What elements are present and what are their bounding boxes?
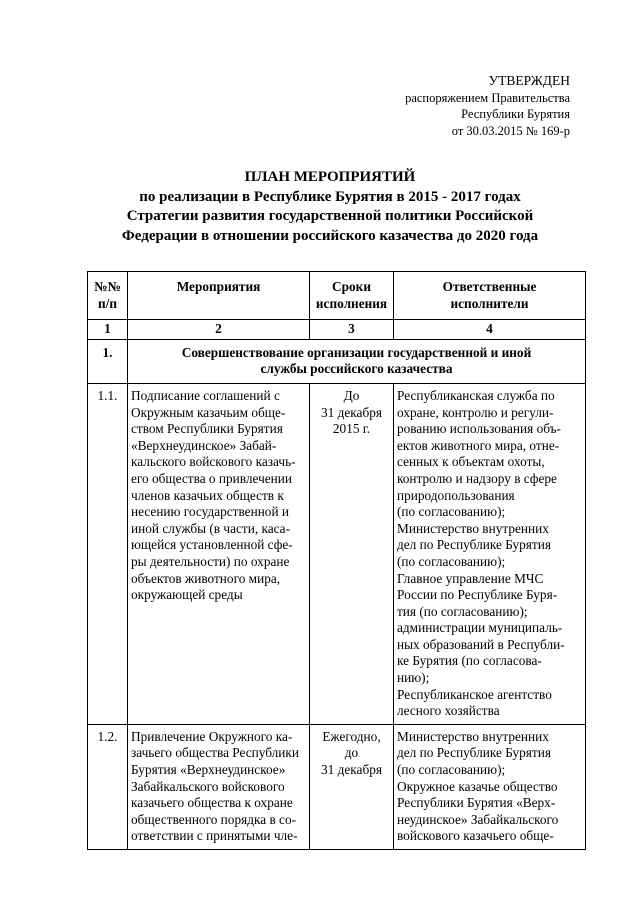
column-number: 3 <box>310 320 394 340</box>
header-executors: Ответственные исполнители <box>394 272 586 320</box>
title-line: Федерации в отношении российского казачества до 2020 года <box>121 227 539 244</box>
approval-line: Республики Бурятия <box>461 107 570 121</box>
column-number-row <box>88 320 586 340</box>
row-executors: Республиканская служба по охране, контролю и регули- рованию использования объ- ектов животного мира, отне- сенных к объектам охоты, контролю и надзору в сфере природопользования (по согласованию); Министерство внутренних дел по Республике Бурятия (по согласованию); Главное управление МЧС России по Республике Буря- тия (по согласованию); администрации муниципаль- ных образований в Республи- ке Бурятия (по согласова- нию); Республиканское агентство лесного хозяйства <box>394 383 586 724</box>
section-number: 1. <box>88 339 128 383</box>
approval-block <box>405 73 570 139</box>
approval-line: от 30.03.2015 № 169-р <box>451 123 570 138</box>
plan-table <box>87 271 586 850</box>
title-line: ПЛАН МЕРОПРИЯТИЙ <box>244 169 416 185</box>
row-executors: Министерство внутренних дел по Республике Бурятия (по согласованию); Окружное казачье общество Республики Бурятия «Верх- неудинское» Забайкальского войскового казачьего обще- <box>394 724 586 849</box>
row-term: До 31 декабря 2015 г. <box>310 383 394 724</box>
table-header-row <box>88 272 586 320</box>
section-title: Совершенствование организации государственной и иной службы российского казачества <box>128 339 586 383</box>
document-title <box>80 168 580 246</box>
header-num: №№ п/п <box>88 272 128 320</box>
row-number: 1.2. <box>88 724 128 849</box>
header-term: Сроки исполнения <box>310 272 394 320</box>
approval-heading: УТВЕРЖДЕН <box>488 73 570 88</box>
title-line: по реализации в Республике Бурятия в 2015 - 2017 годах <box>139 188 521 205</box>
table-row <box>88 724 586 849</box>
section-row <box>88 339 586 383</box>
header-measure: Мероприятия <box>128 272 310 320</box>
row-measure: Подписание соглашений с Окружным казачьим обще- ством Республики Бурятия «Верхнеудинское» Забай- кальского войскового казачь- его общества о привлечении членов казачьих обществ к несению государственной и иной службы (в части, каса- ющейся установленной сфе- ры деятельности) по охране объектов животного мира, окружающей среды <box>128 383 310 724</box>
approval-line: распоряжением Правительства <box>405 90 570 105</box>
column-number: 2 <box>128 320 310 340</box>
column-number: 1 <box>88 320 128 340</box>
column-number: 4 <box>394 320 586 340</box>
row-measure: Привлечение Окружного ка- зачьего общества Республики Бурятия «Верхнеудинское» Забайкальского войскового казачьего общества к охране общественного порядка в со- ответствии с принятыми чле- <box>128 724 310 849</box>
row-number: 1.1. <box>88 383 128 724</box>
table-row <box>88 383 586 724</box>
row-term: Ежегодно, до 31 декабря <box>310 724 394 849</box>
title-line: Стратегии развития государственной политики Российской <box>126 208 534 224</box>
